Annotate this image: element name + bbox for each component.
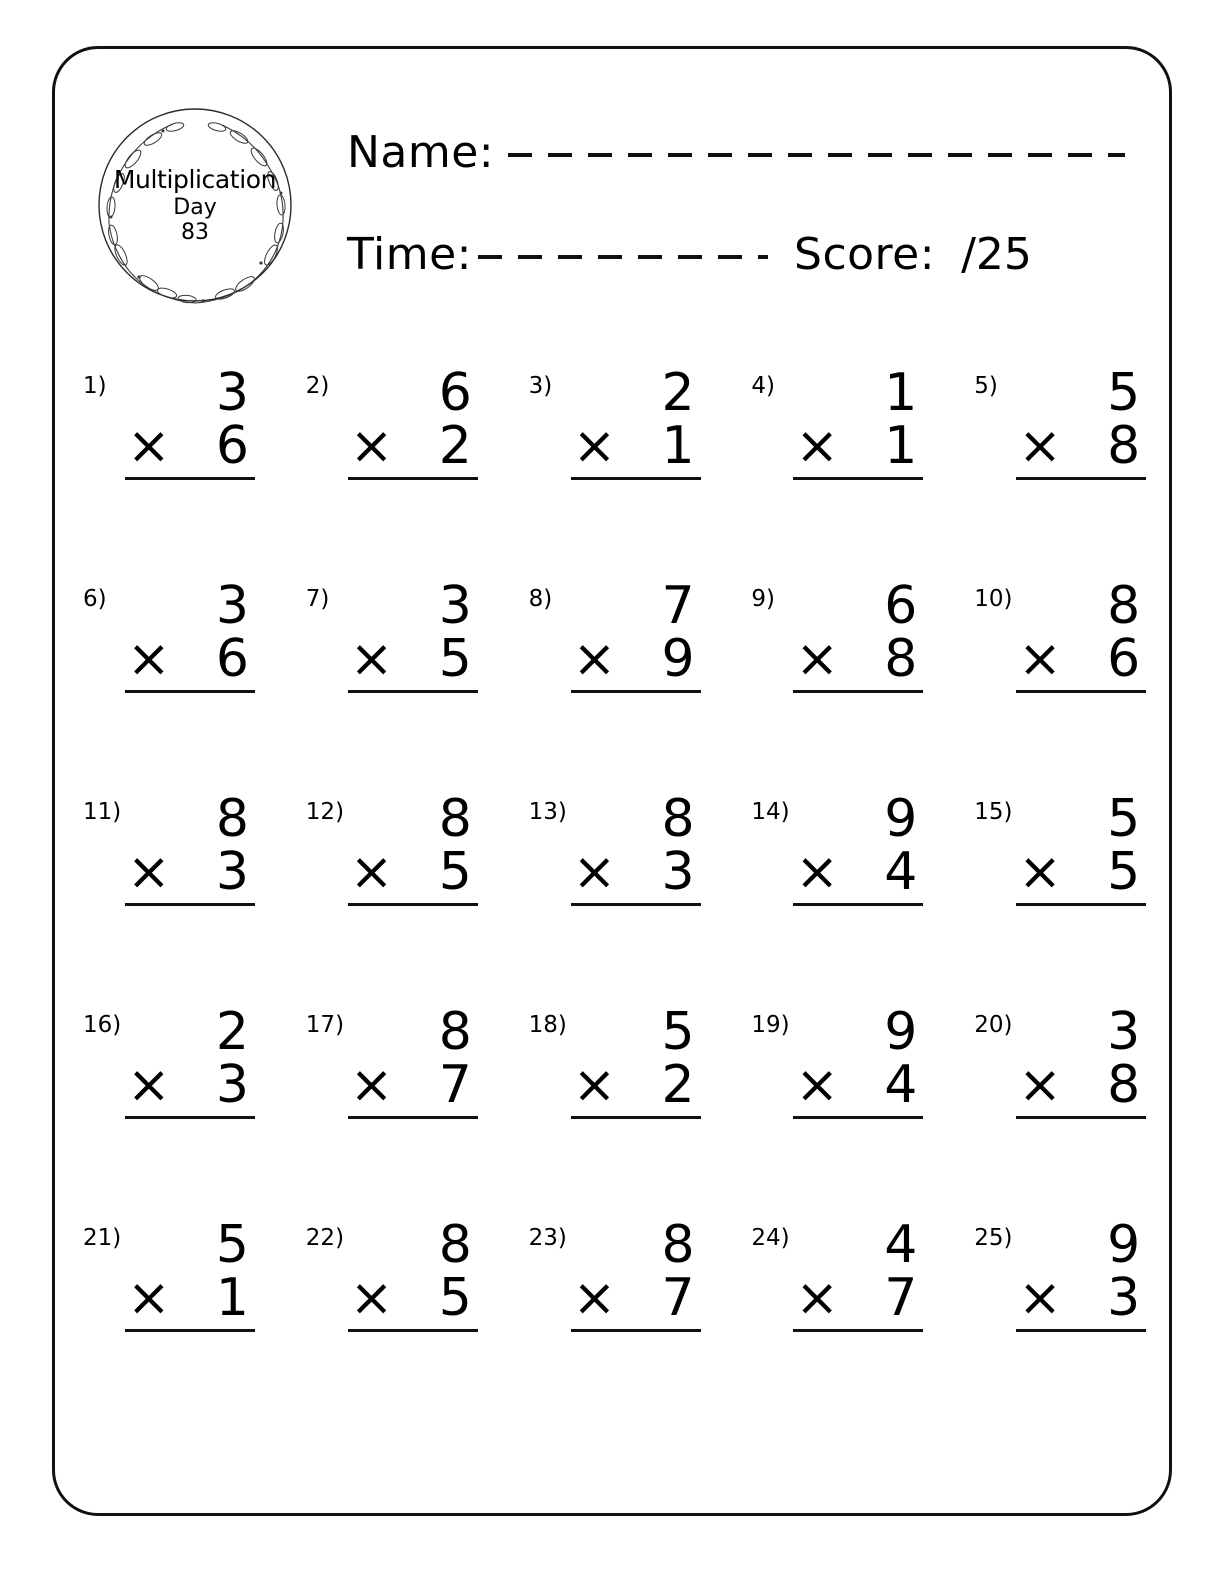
problem-body — [1016, 576, 1146, 693]
problem-body — [571, 363, 701, 480]
problem-index: 7) — [305, 586, 330, 612]
problem-bottom-line — [348, 416, 478, 477]
multiply-operator: × — [1018, 842, 1062, 903]
problem-cell[interactable] — [278, 363, 501, 580]
problem-cell[interactable] — [946, 1215, 1169, 1432]
answer-rule — [348, 1329, 478, 1332]
problem-bottom-operand: 3 — [1107, 1268, 1141, 1329]
problem-body — [1016, 363, 1146, 480]
problem-bottom-line — [1016, 842, 1146, 903]
answer-rule — [571, 903, 701, 906]
multiply-operator: × — [572, 416, 617, 477]
problem-bottom-line — [571, 416, 701, 477]
multiply-operator: × — [572, 629, 617, 690]
problem-bottom-line — [793, 1055, 923, 1116]
multiply-operator: × — [1018, 629, 1062, 690]
problem-body — [125, 1002, 255, 1119]
multiply-operator: × — [127, 1055, 171, 1116]
time-label: Time: — [347, 229, 473, 280]
problem-bottom-operand: 2 — [438, 416, 472, 477]
problem-bottom-operand: 1 — [884, 416, 918, 477]
problem-index: 20) — [974, 1012, 1013, 1038]
problem-bottom-operand: 6 — [1107, 629, 1141, 690]
problem-top-operand: 4 — [884, 1215, 918, 1275]
answer-rule — [125, 1116, 255, 1119]
problem-cell[interactable] — [946, 363, 1169, 580]
problem-cell[interactable] — [723, 789, 946, 1006]
problem-bottom-operand: 6 — [215, 416, 249, 477]
answer-rule — [793, 477, 923, 480]
problem-bottom-operand: 7 — [438, 1055, 472, 1116]
problem-top-operand: 8 — [1107, 576, 1141, 636]
problem-cell[interactable] — [278, 789, 501, 1006]
answer-rule — [125, 1329, 255, 1332]
problem-bottom-operand: 3 — [215, 1055, 249, 1116]
worksheet-page — [52, 46, 1172, 1516]
problem-row — [55, 363, 1169, 580]
multiply-operator: × — [349, 629, 394, 690]
problem-bottom-line — [125, 1055, 255, 1116]
multiply-operator: × — [1018, 416, 1062, 477]
multiply-operator: × — [795, 842, 839, 903]
answer-rule — [1016, 903, 1146, 906]
problem-bottom-operand: 5 — [1107, 842, 1141, 903]
problem-top-operand: 2 — [215, 1002, 249, 1062]
multiply-operator: × — [1018, 1055, 1062, 1116]
problem-top-operand: 9 — [884, 1002, 918, 1062]
problem-body — [348, 1215, 478, 1332]
multiply-operator: × — [572, 842, 617, 903]
multiply-operator: × — [127, 1268, 171, 1329]
problem-top-operand: 5 — [1107, 363, 1141, 423]
problem-top-operand: 3 — [215, 576, 249, 636]
problem-bottom-operand: 6 — [215, 629, 249, 690]
problem-index: 10) — [974, 586, 1013, 612]
multiply-operator: × — [349, 842, 394, 903]
multiply-operator: × — [349, 416, 394, 477]
problem-cell[interactable] — [723, 576, 946, 793]
problem-bottom-line — [348, 1055, 478, 1116]
problem-bottom-line — [571, 1055, 701, 1116]
problem-index: 14) — [751, 799, 790, 825]
problem-bottom-line — [571, 842, 701, 903]
problem-cell[interactable] — [501, 576, 724, 793]
problem-index: 3) — [528, 373, 553, 399]
problems-grid — [55, 363, 1169, 1432]
problem-index: 13) — [528, 799, 567, 825]
multiply-operator: × — [795, 416, 839, 477]
multiply-operator: × — [572, 1055, 617, 1116]
problem-index: 4) — [751, 373, 775, 399]
multiply-operator: × — [795, 1055, 839, 1116]
multiply-operator: × — [127, 416, 171, 477]
problem-body — [125, 789, 255, 906]
problem-index: 18) — [528, 1012, 567, 1038]
answer-rule — [571, 1116, 701, 1119]
problem-bottom-operand: 4 — [884, 842, 918, 903]
problem-body — [571, 1002, 701, 1119]
problem-top-operand: 5 — [661, 1002, 695, 1062]
wreath-badge — [75, 87, 315, 327]
problem-index: 17) — [305, 1012, 345, 1038]
problem-body — [793, 1215, 923, 1332]
problem-top-operand: 3 — [215, 363, 249, 423]
problem-bottom-line — [793, 416, 923, 477]
problem-cell[interactable] — [278, 1002, 501, 1219]
score-total: /25 — [961, 229, 1032, 280]
problem-bottom-line — [793, 842, 923, 903]
problem-body — [1016, 1215, 1146, 1332]
name-field-row — [347, 127, 1137, 191]
problem-index: 12) — [305, 799, 345, 825]
problem-index: 2) — [305, 373, 330, 399]
problem-cell[interactable] — [55, 363, 278, 580]
multiply-operator: × — [795, 1268, 839, 1329]
answer-rule — [348, 477, 478, 480]
multiply-operator: × — [795, 629, 839, 690]
name-input-line[interactable] — [508, 153, 1125, 157]
problem-bottom-line — [348, 629, 478, 690]
answer-rule — [348, 690, 478, 693]
problem-cell[interactable] — [723, 1215, 946, 1432]
problem-bottom-operand: 5 — [438, 842, 472, 903]
problem-bottom-line — [348, 1268, 478, 1329]
answer-rule — [125, 903, 255, 906]
problem-bottom-operand: 1 — [661, 416, 695, 477]
problem-body — [793, 789, 923, 906]
problem-cell[interactable] — [55, 789, 278, 1006]
problem-index: 8) — [528, 586, 553, 612]
problem-bottom-line — [125, 629, 255, 690]
problem-body — [793, 1002, 923, 1119]
problem-body — [571, 789, 701, 906]
worksheet-day-label: Day — [173, 194, 217, 220]
problem-cell[interactable] — [278, 576, 501, 793]
problem-body — [571, 576, 701, 693]
problem-cell[interactable] — [501, 789, 724, 1006]
problem-index: 9) — [751, 586, 775, 612]
problem-cell[interactable] — [946, 789, 1169, 1006]
answer-rule — [1016, 1329, 1146, 1332]
problem-bottom-operand: 4 — [884, 1055, 918, 1116]
problem-body — [1016, 1002, 1146, 1119]
problem-row — [55, 576, 1169, 793]
problem-body — [348, 789, 478, 906]
problem-bottom-line — [571, 1268, 701, 1329]
problem-bottom-line — [1016, 1268, 1146, 1329]
answer-rule — [1016, 1116, 1146, 1119]
problem-cell[interactable] — [946, 1002, 1169, 1219]
problem-body — [571, 1215, 701, 1332]
problem-index: 16) — [83, 1012, 122, 1038]
problem-bottom-line — [571, 629, 701, 690]
time-score-row — [347, 229, 1137, 293]
problem-body — [125, 1215, 255, 1332]
problem-body — [348, 576, 478, 693]
problem-index: 6) — [83, 586, 107, 612]
problem-top-operand: 5 — [215, 1215, 249, 1275]
problem-bottom-line — [1016, 416, 1146, 477]
multiply-operator: × — [1018, 1268, 1062, 1329]
problem-top-operand: 8 — [438, 789, 472, 849]
problem-cell[interactable] — [55, 576, 278, 793]
answer-rule — [571, 690, 701, 693]
problem-top-operand: 6 — [884, 576, 918, 636]
answer-rule — [348, 1116, 478, 1119]
problem-bottom-line — [125, 416, 255, 477]
problem-top-operand: 9 — [884, 789, 918, 849]
problem-top-operand: 6 — [438, 363, 472, 423]
problem-cell[interactable] — [278, 1215, 501, 1432]
problem-bottom-line — [125, 1268, 255, 1329]
problem-index: 23) — [528, 1225, 567, 1251]
problem-bottom-operand: 3 — [661, 842, 695, 903]
problem-body — [348, 363, 478, 480]
problem-bottom-operand: 2 — [661, 1055, 695, 1116]
problem-top-operand: 8 — [215, 789, 249, 849]
problem-body — [348, 1002, 478, 1119]
problem-index: 11) — [83, 799, 122, 825]
problem-bottom-operand: 3 — [215, 842, 249, 903]
problem-body — [793, 576, 923, 693]
worksheet-type-label: Multiplication — [113, 165, 277, 194]
problem-top-operand: 5 — [1107, 789, 1141, 849]
problem-top-operand: 1 — [884, 363, 918, 423]
multiply-operator: × — [349, 1055, 394, 1116]
problem-index: 25) — [974, 1225, 1013, 1251]
problem-top-operand: 2 — [661, 363, 695, 423]
problem-bottom-line — [125, 842, 255, 903]
score-label: Score: — [794, 229, 936, 280]
problem-top-operand: 9 — [1107, 1215, 1141, 1275]
problem-row — [55, 1215, 1169, 1432]
problem-index: 24) — [751, 1225, 790, 1251]
answer-rule — [348, 903, 478, 906]
problem-row — [55, 1002, 1169, 1219]
problem-cell[interactable] — [946, 576, 1169, 793]
answer-rule — [793, 1329, 923, 1332]
problem-top-operand: 7 — [661, 576, 695, 636]
problem-cell[interactable] — [55, 1215, 278, 1432]
multiply-operator: × — [127, 842, 171, 903]
worksheet-header — [55, 49, 1169, 349]
problem-row — [55, 789, 1169, 1006]
worksheet-day-number: 83 — [181, 220, 209, 246]
problem-cell[interactable] — [501, 1215, 724, 1432]
problem-bottom-line — [793, 629, 923, 690]
problem-bottom-operand: 8 — [1107, 1055, 1141, 1116]
answer-rule — [571, 1329, 701, 1332]
problem-bottom-operand: 5 — [438, 629, 472, 690]
answer-rule — [793, 690, 923, 693]
problem-body — [1016, 789, 1146, 906]
problem-top-operand: 3 — [1107, 1002, 1141, 1062]
answer-rule — [125, 477, 255, 480]
problem-top-operand: 8 — [438, 1002, 472, 1062]
problem-bottom-operand: 8 — [1107, 416, 1141, 477]
answer-rule — [125, 690, 255, 693]
answer-rule — [793, 903, 923, 906]
wreath-label-group — [75, 165, 315, 246]
problem-index: 21) — [83, 1225, 122, 1251]
problem-index: 19) — [751, 1012, 790, 1038]
problem-cell[interactable] — [723, 1002, 946, 1219]
multiply-operator: × — [127, 629, 171, 690]
problem-bottom-operand: 7 — [884, 1268, 918, 1329]
answer-rule — [571, 477, 701, 480]
problem-bottom-line — [1016, 1055, 1146, 1116]
problem-bottom-operand: 1 — [215, 1268, 249, 1329]
problem-bottom-line — [793, 1268, 923, 1329]
problem-index: 15) — [974, 799, 1013, 825]
answer-rule — [793, 1116, 923, 1119]
problem-cell[interactable] — [501, 1002, 724, 1219]
problem-top-operand: 3 — [438, 576, 472, 636]
problem-top-operand: 8 — [661, 1215, 695, 1275]
problem-cell[interactable] — [723, 363, 946, 580]
problem-body — [793, 363, 923, 480]
problem-cell[interactable] — [55, 1002, 278, 1219]
problem-bottom-line — [348, 842, 478, 903]
problem-bottom-operand: 8 — [884, 629, 918, 690]
name-label: Name: — [347, 127, 495, 178]
problem-bottom-operand: 7 — [661, 1268, 695, 1329]
answer-rule — [1016, 690, 1146, 693]
problem-cell[interactable] — [501, 363, 724, 580]
problem-index: 22) — [305, 1225, 345, 1251]
problem-body — [125, 576, 255, 693]
problem-body — [125, 363, 255, 480]
problem-top-operand: 8 — [438, 1215, 472, 1275]
answer-rule — [1016, 477, 1146, 480]
problem-index: 5) — [974, 373, 998, 399]
multiply-operator: × — [572, 1268, 617, 1329]
problem-bottom-line — [1016, 629, 1146, 690]
problem-bottom-operand: 9 — [661, 629, 695, 690]
multiply-operator: × — [349, 1268, 394, 1329]
time-input-line[interactable] — [478, 255, 768, 259]
problem-bottom-operand: 5 — [438, 1268, 472, 1329]
problem-index: 1) — [83, 373, 107, 399]
problem-top-operand: 8 — [661, 789, 695, 849]
